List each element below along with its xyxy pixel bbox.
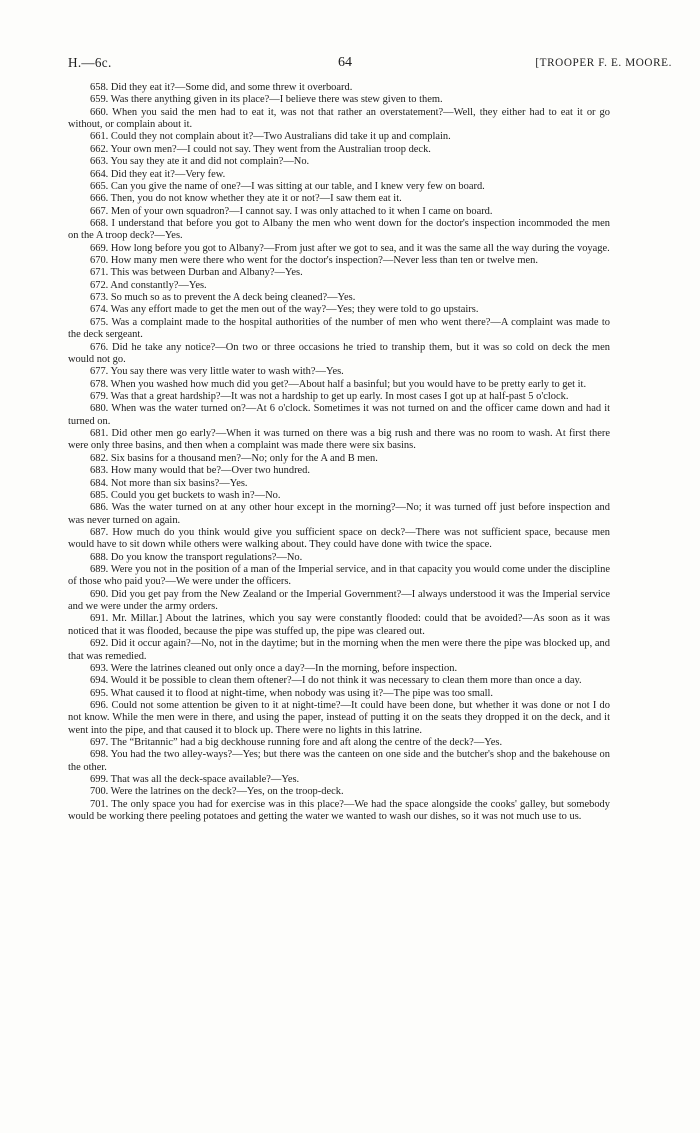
testimony-paragraph: 685. Could you get buckets to wash in?—No.	[90, 489, 281, 501]
testimony-paragraph: 658. Did they eat it?—Some did, and some threw it overboard.	[90, 82, 353, 93]
document-reference: H.—6c.	[68, 55, 112, 70]
testimony-paragraph: 695. What caused it to flood at night-time, when nobody was using it?—The pipe was too small.	[90, 687, 494, 699]
testimony-paragraph: 674. Was any effort made to get the men out of the way?—Yes; they were told to go upstairs.	[90, 304, 479, 316]
testimony-paragraph: 683. How many would that be?—Over two hundred.	[90, 465, 311, 477]
testimony-paragraph: 701. The only space you had for exercise was in this place?—We had the space alongside the cooks' galley, but somebody would be working there peeling potatoes and getting the water we wanted to wash our dishes, so it was not much use to us.	[68, 798, 610, 823]
testimony-paragraph: 698. You had the two alley-ways?—Yes; but there was the canteen on one side and the butcher's shop and the bakehouse on the other.	[68, 749, 610, 773]
testimony-paragraph: 691. Mr. Millar.] About the latrines, which you say were constantly flooded: could that be avoided?—As soon as it was noticed that it was flooded, because the pipe was stuffed up, the pipe was cleared out.	[68, 613, 610, 637]
testimony-paragraph: 684. Not more than six basins?—Yes.	[90, 477, 248, 489]
testimony-paragraph: 688. Do you know the transport regulations?—No.	[90, 551, 303, 563]
testimony-paragraph: 668. I understand that before you got to Albany the men who went down for the doctor's inspection incommoded the men on the A troop deck?—Yes.	[68, 217, 610, 242]
testimony-paragraph: 661. Could they not complain about it?—Two Australians did take it up and complain.	[90, 131, 451, 143]
testimony-body	[68, 82, 610, 824]
testimony-paragraph: 680. When was the water turned on?—At 6 o'clock. Sometimes it was not turned on and the officer came down and had it turned on.	[68, 403, 610, 427]
testimony-paragraph: 686. Was the water turned on at any other hour except in the morning?—No; it was turned off just before inspection and was never turned on again.	[68, 502, 610, 526]
testimony-paragraph: 699. That was all the deck-space available?—Yes.	[90, 774, 300, 786]
testimony-paragraph: 694. Would it be possible to clean them oftener?—I do not think it was necessary to clean them more than once a day.	[90, 675, 582, 687]
testimony-paragraph: 696. Could not some attention be given to it at night-time?—It could have been done, but whether it was done or not I do not know. While the men were in there, and using the paper, instead of putting it on the seats they dropped it on the deck, and it went into the pipe, and that caused it to block up. There were no lights in this latrine.	[68, 699, 610, 736]
testimony-paragraph: 667. Men of your own squadron?—I cannot say. I was only attached to it when I came on board.	[90, 205, 493, 217]
testimony-paragraph: 682. Six basins for a thousand men?—No; only for the A and B men.	[90, 452, 378, 464]
testimony-paragraph: 687. How much do you think would give you sufficient space on deck?—There was not sufficient space, because men would have to sit down while others were walking about. They could have done with twice the space.	[68, 526, 610, 551]
testimony-paragraph: 689. Were you not in the position of a man of the Imperial service, and in that capacity you would come under the discipline of those who paid you?—We were under the officers.	[68, 564, 610, 588]
testimony-paragraph: 664. Did they eat it?—Very few.	[90, 168, 226, 180]
testimony-paragraph: 672. And constantly?—Yes.	[90, 279, 207, 291]
testimony-paragraph: 676. Did he take any notice?—On two or three occasions he tried to tranship them, but it was so cold on deck the men would not go.	[68, 341, 610, 365]
testimony-paragraph: 670. How many men were there who went for the doctor's inspection?—Never less than ten or twelve men.	[90, 255, 538, 267]
page-number: 64	[338, 55, 352, 70]
testimony-paragraph: 677. You say there was very little water to wash with?—Yes.	[90, 366, 344, 378]
page-header	[68, 55, 672, 71]
testimony-paragraph: 692. Did it occur again?—No, not in the daytime; but in the morning when the men were there the pipe was blocked up, and that was remedied.	[68, 638, 610, 662]
testimony-paragraph: 678. When you washed how much did you get?—About half a basinful; but you would have to be pretty early to get it.	[90, 378, 587, 390]
testimony-paragraph: 663. You say they ate it and did not complain?—No.	[90, 156, 310, 168]
testimony-paragraph: 679. Was that a great hardship?—It was not a hardship to get up early. In most cases I got up at half-past 5 o'clock.	[90, 390, 569, 402]
testimony-paragraph: 669. How long before you got to Albany?—From just after we got to sea, and it was the same all the way during the voyage.	[90, 242, 610, 254]
testimony-paragraph: 671. This was between Durban and Albany?—Yes.	[90, 267, 303, 279]
testimony-paragraph: 697. The “Britannic” had a big deckhouse running fore and aft along the centre of the deck?—Yes.	[90, 737, 503, 749]
testimony-paragraph: 662. Your own men?—I could not say. They went from the Australian troop deck.	[90, 143, 431, 155]
testimony-paragraph: 700. Were the latrines on the deck?—Yes, on the troop-deck.	[90, 786, 344, 798]
testimony-paragraph: 660. When you said the men had to eat it, was not that rather an overstatement?—Well, they either had to eat it or go without, or complain about it.	[68, 106, 610, 131]
testimony-paragraph: 675. Was a complaint made to the hospital authorities of the number of men who went there?—A complaint was made to the deck sergeant.	[68, 316, 610, 341]
testimony-paragraph: 666. Then, you do not know whether they ate it or not?—I saw them eat it.	[90, 193, 402, 205]
testimony-paragraph: 665. Can you give the name of one?—I was sitting at our table, and I knew very few on board.	[90, 180, 485, 192]
testimony-paragraph: 690. Did you get pay from the New Zealand or the Imperial Government?—I always understood it was the Imperial service and we were under the army orders.	[68, 588, 610, 613]
testimony-paragraph: 673. So much so as to prevent the A deck being cleaned?—Yes.	[90, 292, 356, 304]
testimony-paragraph: 681. Did other men go early?—When it was turned on there was a big rush and there was no room to wash. At first there were only three basins, and then when a complaint was made there were six basins.	[68, 428, 610, 452]
testimony-paragraph: 659. Was there anything given in its place?—I believe there was stew given to them.	[90, 94, 443, 106]
testimony-paragraph: 693. Were the latrines cleaned out only once a day?—In the morning, before inspection.	[90, 662, 458, 674]
witness-name: [TROOPER F. E. MOORE.	[535, 57, 672, 69]
